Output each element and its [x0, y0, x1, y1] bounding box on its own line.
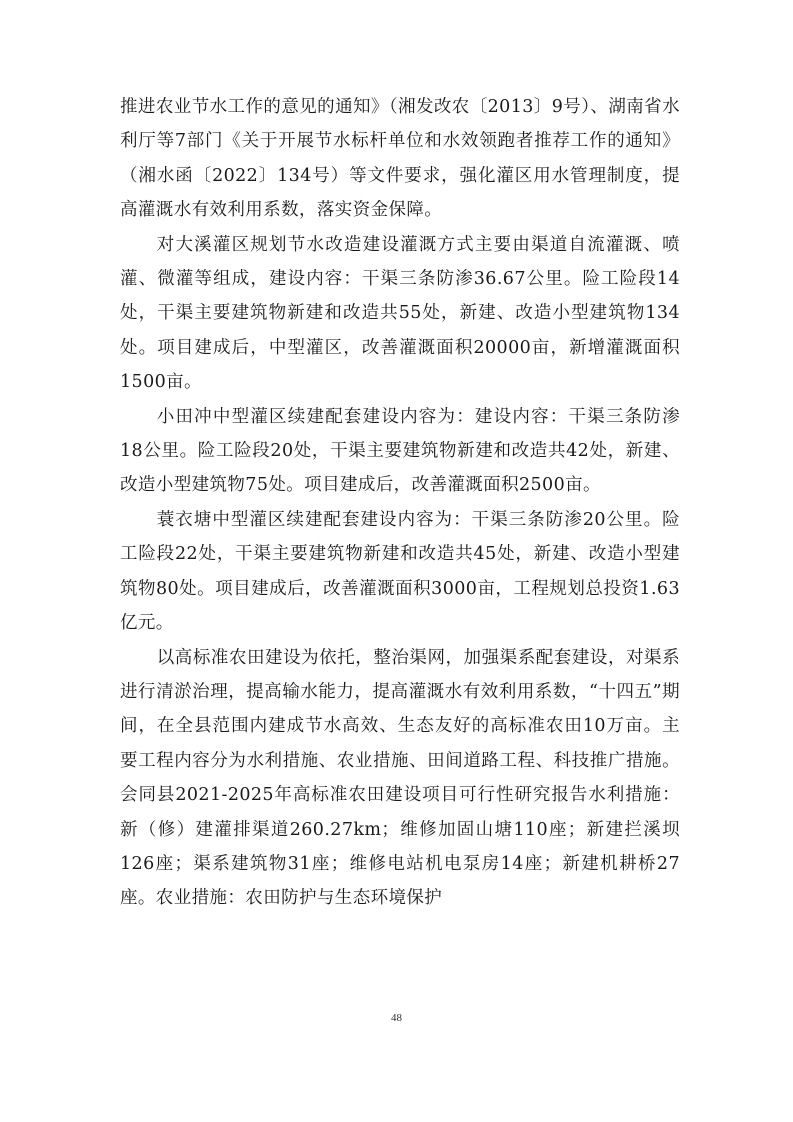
paragraph-suoyitang-irrigation: 蓑衣塘中型灌区续建配套建设内容为：干渠三条防渗20公里。险工险段22处，干渠主要建筑物新建和改造共45处，新建、改造小型建筑物80处。项目建成后，改善灌溉面积3000亩，工程规划总投资1.63亿元。	[120, 509, 680, 634]
paragraph-policy-requirements: 推进农业节水工作的意见的通知》（湘发改农〔2013〕9号）、湖南省水利厅等7部门《关于开展节水标杆单位和水效领跑者推荐工作的通知》（湘水函〔2022〕134号）等文件要求，强化灌区用水管理制度，提高灌溉水有效利用系数，落实资金保障。	[120, 97, 680, 221]
paragraph-daxi-irrigation: 对大溪灌区规划节水改造建设灌溉方式主要由渠道自流灌溉、喷灌、微灌等组成，建设内容：干渠三条防渗36.67公里。险工险段14处，干渠主要建筑物新建和改造共55处，新建、改造小型建筑物134处。项目建成后，中型灌区，改善灌溉面积20000亩，新增灌溉面积1500亩。	[120, 234, 680, 393]
document-body	[120, 90, 680, 916]
paragraph-high-standard-farmland: 以高标准农田建设为依托，整治渠网，加强渠系配套建设，对渠系进行清淤治理，提高输水能力，提高灌溉水有效利用系数，“十四五”期间，在全县范围内建成节水高效、生态友好的高标准农田10万亩。主要工程内容分为水利措施、农业措施、田间道路工程、科技推广措施。会同县2021-2025年高标准农田建设项目可行性研究报告水利措施：新（修）建灌排渠道260.27km；维修加固山塘110座；新建拦溪坝126座；渠系建筑物31座；维修电站机电泵房14座；新建机耕桥27座。农业措施：农田防护与生态环境保护	[120, 647, 680, 909]
paragraph-xiaotianchong-irrigation: 小田冲中型灌区续建配套建设内容为：建设内容：干渠三条防渗18公里。险工险段20处，干渠主要建筑物新建和改造共42处，新建、改造小型建筑物75处。项目建成后，改善灌溉面积2500亩。	[120, 406, 680, 496]
page-number: 48	[391, 1012, 402, 1024]
